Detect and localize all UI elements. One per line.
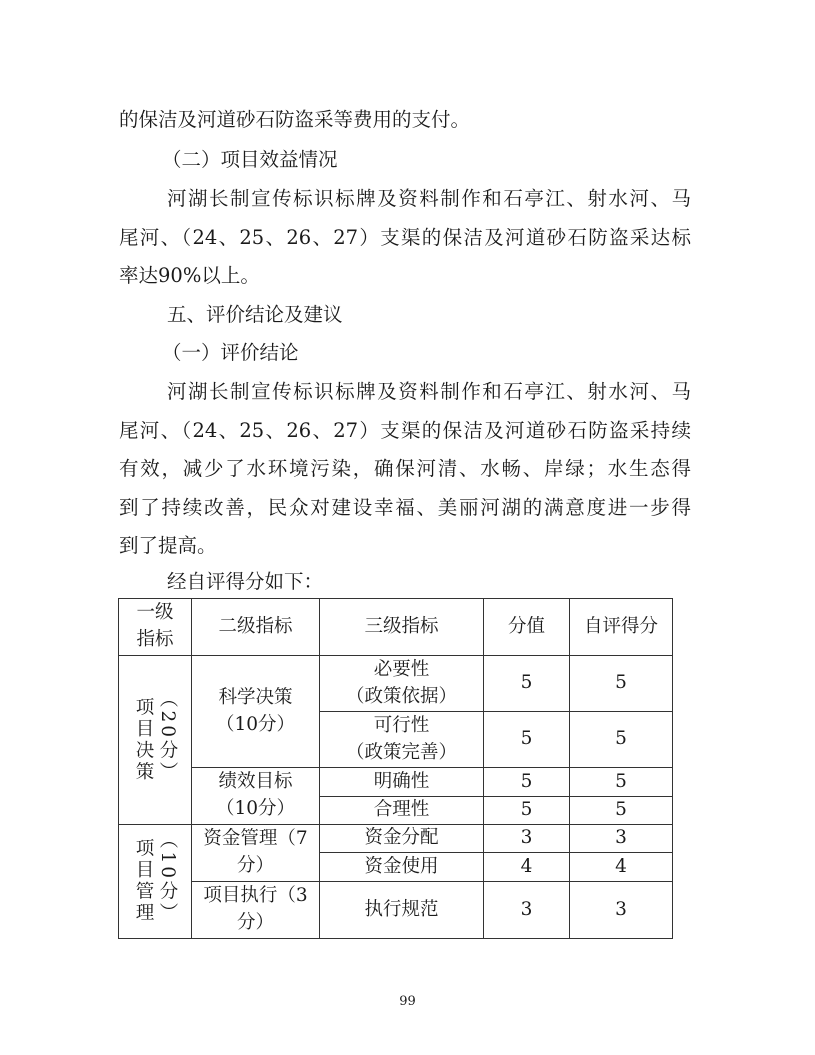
value-cell: 3 [484, 825, 570, 853]
paragraph-line: 尾河、（24、25、26、27）支渠的保洁及河道砂石防盗采达标 [119, 226, 691, 249]
level3-detail: （政策完善） [345, 741, 457, 763]
level3-cell: 资金分配 [320, 825, 484, 853]
paragraph-line: 河湖长制宣传标识标牌及资料制作和石亭江、射水河、马 [167, 187, 691, 210]
self-evaluation-score-table [118, 598, 673, 939]
paragraph-line: 率达90%以上。 [119, 264, 260, 287]
level3-cell: 资金使用 [320, 853, 484, 882]
value-cell: 5 [484, 656, 570, 712]
level1-points: （10分） [157, 830, 179, 925]
level3-cell [320, 712, 484, 768]
level2-points: （10分） [215, 798, 296, 819]
level2-cell [192, 825, 320, 882]
paragraph-line: 的保洁及河道砂石防盗采等费用的支付。 [119, 108, 471, 131]
score-cell: 5 [570, 712, 673, 768]
table-row [119, 656, 673, 712]
level2-points: 分） [236, 855, 274, 876]
level3-cell: 执行规范 [320, 882, 484, 939]
score-cell: 3 [570, 882, 673, 939]
score-cell: 4 [570, 853, 673, 882]
paragraph-line: 有效，减少了水环境污染，确保河清、水畅、岸绿；水生态得 [119, 457, 691, 480]
value-cell: 4 [484, 853, 570, 882]
level1-name: 项目决策 [133, 696, 154, 783]
table-header-row [119, 599, 673, 656]
level2-name: 项目执行（3 [203, 885, 308, 907]
score-cell: 5 [570, 768, 673, 797]
level2-points: 分） [236, 912, 274, 933]
table-row [119, 825, 673, 853]
section-heading: （一）评价结论 [162, 341, 299, 364]
level2-name: 资金管理（7 [203, 828, 308, 850]
header-cell: 二级指标 [192, 599, 320, 656]
section-heading: 五、评价结论及建议 [167, 303, 343, 326]
level3-cell: 明确性 [320, 768, 484, 797]
score-cell: 5 [570, 656, 673, 712]
level2-cell [192, 656, 320, 768]
paragraph-line: 河湖长制宣传标识标牌及资料制作和石亭江、射水河、马 [167, 380, 691, 403]
level3-name: 必要性 [373, 658, 430, 680]
table-caption: 经自评得分如下： [167, 570, 324, 593]
header-level1-line1: 一级 [136, 602, 174, 624]
section-heading: （二）项目效益情况 [162, 148, 338, 171]
level2-points: （10分） [215, 713, 296, 735]
paragraph-line: 到了持续改善，民众对建设幸福、美丽河湖的满意度进一步得 [119, 496, 691, 519]
header-cell: 自评得分 [570, 599, 673, 656]
level1-cell-decision [119, 656, 192, 825]
level2-cell [192, 768, 320, 825]
header-level1-line2: 指标 [136, 629, 174, 650]
paragraph-line: 尾河、（24、25、26、27）支渠的保洁及河道砂石防盗采持续 [119, 419, 691, 442]
level3-detail: （政策依据） [345, 685, 457, 707]
paragraph-line: 到了提高。 [119, 534, 217, 557]
value-cell: 5 [484, 797, 570, 825]
header-cell: 分值 [484, 599, 570, 656]
level1-points: （20分） [157, 688, 179, 783]
header-cell [119, 599, 192, 656]
value-cell: 5 [484, 712, 570, 768]
page-number: 99 [399, 994, 416, 1009]
level2-name: 绩效目标 [218, 771, 293, 793]
level1-cell-management [119, 825, 192, 939]
score-cell: 5 [570, 797, 673, 825]
level3-cell: 合理性 [320, 797, 484, 825]
table-row [119, 768, 673, 797]
header-cell: 三级指标 [320, 599, 484, 656]
level3-name: 可行性 [373, 714, 430, 736]
score-cell: 3 [570, 825, 673, 853]
value-cell: 5 [484, 768, 570, 797]
value-cell: 3 [484, 882, 570, 939]
level2-name: 科学决策 [218, 686, 293, 708]
level2-cell [192, 882, 320, 939]
level3-cell [320, 656, 484, 712]
table-row [119, 882, 673, 939]
level1-name: 项目管理 [133, 838, 154, 925]
